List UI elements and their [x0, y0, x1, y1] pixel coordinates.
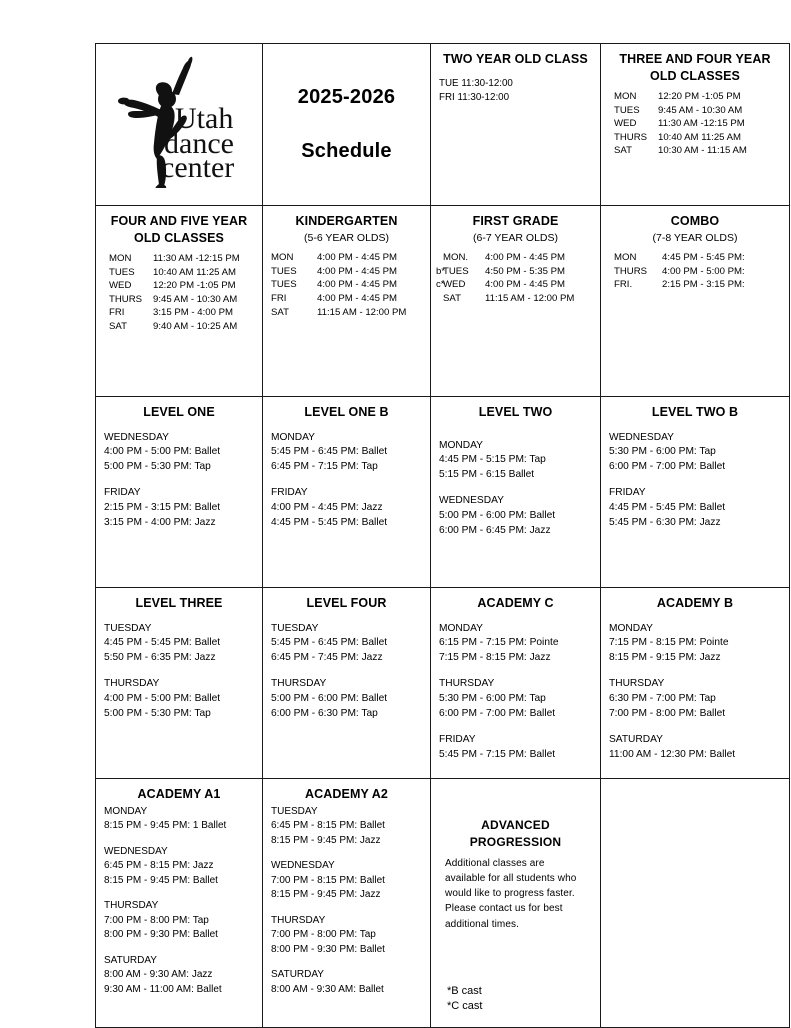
- day-block: [439, 494, 592, 539]
- time-label: 11:15 AM - 12:00 PM: [317, 306, 407, 318]
- first-grade-title: FIRST GRADE: [472, 214, 559, 228]
- combo-cell: [601, 206, 790, 397]
- class-slot: 4:45 PM - 5:45 PM: Ballet: [271, 516, 388, 528]
- class-slot: 7:15 PM - 8:15 PM: Pointe: [609, 637, 729, 649]
- time-label: 4:00 PM - 4:45 PM: [317, 279, 397, 291]
- academy-c-title: ACADEMY C: [477, 596, 554, 610]
- schedule-entry: [109, 293, 254, 307]
- class-slot: 6:30 PM - 7:00 PM: Tap: [609, 693, 716, 705]
- academy-a1-cell: [96, 779, 263, 1028]
- empty-cell: [601, 779, 790, 1028]
- day-block: [271, 859, 422, 903]
- schedule-entry: [443, 278, 592, 292]
- combo-title: COMBO: [670, 214, 720, 228]
- logo-cell: [96, 44, 263, 206]
- class-slot: 4:45 PM - 5:15 PM: Tap: [439, 454, 546, 466]
- day-label: FRI.: [614, 279, 633, 291]
- schedule-word: Schedule: [301, 139, 392, 162]
- time-label: 4:00 PM - 4:45 PM: [485, 279, 565, 291]
- class-slot: 5:30 PM - 6:00 PM: Tap: [439, 693, 546, 705]
- time-label: 12:20 PM -1:05 PM: [153, 280, 236, 292]
- class-slot: 8:00 AM - 9:30 AM: Jazz: [104, 969, 213, 980]
- time-label: 4:45 PM - 5:45 PM:: [662, 252, 745, 264]
- cast-notes: [445, 984, 586, 1014]
- level-one-b-cell: [263, 397, 431, 588]
- schedule-entry: [109, 252, 254, 266]
- level-one-b-schedule: [271, 431, 422, 531]
- day-block: [104, 805, 254, 834]
- day-label: THURS: [614, 265, 648, 277]
- level-three-schedule: [104, 622, 254, 722]
- day-label: WEDNESDAY: [439, 495, 504, 507]
- first-grade-times: [439, 251, 592, 305]
- academy-a2-cell: [263, 779, 431, 1028]
- day-label: MONDAY: [271, 431, 315, 443]
- day-label: THURSDAY: [271, 678, 327, 690]
- table-row: [96, 397, 790, 588]
- day-block: [271, 486, 422, 531]
- time-label: 4:00 PM - 5:00 PM:: [662, 265, 745, 277]
- day-label: WED: [443, 279, 466, 291]
- level-three-title: LEVEL THREE: [135, 596, 223, 610]
- two-year-old-class-cell: [431, 44, 601, 206]
- day-label: MON: [614, 252, 637, 264]
- class-slot: 5:00 PM - 6:00 PM: Ballet: [271, 693, 388, 705]
- academy-a2-title: ACADEMY A2: [305, 787, 388, 801]
- day-block: [104, 677, 254, 722]
- day-label: MONDAY: [439, 439, 483, 451]
- advanced-progression-body: Additional classes are available for all students who would like to progress faster. Please contact us for best additional times.: [445, 857, 577, 930]
- day-label: THURSDAY: [104, 900, 159, 911]
- day-block: [271, 677, 422, 722]
- class-slot: 8:15 PM - 9:15 PM: Jazz: [609, 652, 721, 664]
- time-label: 4:00 PM - 4:45 PM: [317, 252, 397, 264]
- combo-age-range: (7-8 YEAR OLDS): [652, 231, 738, 244]
- academy-c-schedule: [439, 622, 592, 763]
- level-one-b-title: LEVEL ONE B: [304, 405, 389, 419]
- day-label: SAT: [271, 306, 289, 318]
- class-slot: 6:45 PM - 7:45 PM: Jazz: [271, 652, 383, 664]
- four-five-year-old-title: FOUR AND FIVE YEAR OLD CLASSES: [110, 214, 248, 245]
- logo-text-dance: dance: [164, 127, 234, 160]
- schedule-entry: [614, 131, 781, 145]
- day-label: THURSDAY: [609, 678, 665, 690]
- class-slot: 6:00 PM - 6:30 PM: Tap: [271, 707, 378, 719]
- day-label: FRIDAY: [104, 487, 141, 499]
- schedule-entry: [614, 144, 781, 158]
- day-label: MONDAY: [439, 622, 483, 634]
- academy-b-schedule: [609, 622, 781, 763]
- day-block: [104, 899, 254, 943]
- class-slot: 5:30 PM - 6:00 PM: Tap: [609, 446, 716, 458]
- schedule-entry: [109, 266, 254, 280]
- day-block: [439, 733, 592, 763]
- schedule-table: [95, 43, 790, 1028]
- time-label: 12:20 PM -1:05 PM: [658, 91, 741, 102]
- day-label: THURSDAY: [271, 914, 326, 926]
- time-label: 4:00 PM - 4:45 PM: [317, 265, 397, 277]
- day-label: TUESDAY: [271, 622, 319, 634]
- time-label: 9:40 AM - 10:25 AM: [153, 321, 238, 333]
- day-label: MON: [271, 252, 294, 264]
- four-five-year-old-times: [104, 252, 254, 334]
- table-row: [96, 588, 790, 779]
- class-slot: 3:15 PM - 4:00 PM: Jazz: [104, 516, 216, 528]
- schedule-entry: [271, 292, 422, 306]
- academy-c-cell: [431, 588, 601, 779]
- logo-text-center: center: [161, 151, 235, 184]
- level-two-title: LEVEL TWO: [478, 405, 553, 419]
- schedule-entry: [271, 265, 446, 279]
- level-four-title: LEVEL FOUR: [306, 596, 387, 610]
- time-label: 10:30 AM - 11:15 AM: [658, 145, 747, 157]
- class-slot: 6:00 PM - 6:45 PM: Jazz: [439, 524, 551, 536]
- three-four-year-old-classes-cell: [601, 44, 790, 206]
- day-label: WEDNESDAY: [271, 860, 335, 871]
- kindergarten-cell: [263, 206, 446, 397]
- time-label: 2:15 PM - 3:15 PM:: [662, 279, 745, 291]
- level-two-b-schedule: [609, 431, 781, 531]
- class-slot: 8:00 PM - 9:30 PM: Ballet: [104, 929, 218, 940]
- day-label: TUES: [614, 104, 640, 116]
- day-block: [104, 486, 254, 531]
- first-grade-cell: [431, 206, 601, 397]
- class-slot: 6:15 PM - 7:15 PM: Pointe: [439, 637, 559, 649]
- academy-a1-schedule: [104, 805, 254, 998]
- class-slot: 5:45 PM - 6:45 PM: Ballet: [271, 446, 388, 458]
- class-slot: 7:00 PM - 8:00 PM: Ballet: [609, 707, 726, 719]
- schedule-entry: [271, 278, 445, 292]
- day-block: [439, 622, 592, 667]
- day-label: TUES: [271, 265, 297, 277]
- day-block: [271, 622, 422, 667]
- day-block: [104, 431, 254, 476]
- day-label: WED: [614, 118, 637, 130]
- time-label: 4:00 PM - 4:45 PM: [485, 252, 565, 264]
- day-label: SATURDAY: [609, 733, 663, 745]
- logo-text-utah: Utah: [175, 102, 234, 135]
- class-slot: 8:15 PM - 9:45 PM: Jazz: [271, 889, 381, 900]
- advanced-progression-title: ADVANCED PROGRESSION: [469, 818, 562, 850]
- class-slot: 5:00 PM - 5:30 PM: Tap: [104, 461, 211, 473]
- day-label: MONDAY: [104, 805, 148, 817]
- time-label: 10:40 AM 11:25 AM: [153, 266, 237, 278]
- schedule-entry: [109, 320, 254, 334]
- day-label: MONDAY: [609, 622, 653, 634]
- day-block: [271, 431, 422, 476]
- day-label: TUESDAY: [271, 805, 318, 817]
- schedule-entry: [109, 279, 254, 293]
- time-label: 4:50 PM - 5:35 PM: [485, 265, 565, 277]
- class-slot: 4:45 PM - 5:45 PM: Ballet: [104, 637, 221, 649]
- schedule-entry: [443, 292, 592, 306]
- day-block: [609, 677, 781, 722]
- level-two-b-cell: [601, 397, 790, 588]
- four-five-year-old-classes-cell: [96, 206, 263, 397]
- day-label: WEDNESDAY: [104, 431, 169, 443]
- day-label: MON: [109, 253, 132, 264]
- class-slot: 11:00 AM - 12:30 PM: Ballet: [609, 748, 736, 760]
- first-grade-age-range: (6-7 YEAR OLDS): [473, 231, 558, 244]
- day-block: [271, 914, 422, 958]
- schedule-entry: [271, 251, 422, 265]
- schedule-entry: [443, 251, 592, 265]
- schedule-entry: [614, 265, 781, 279]
- class-slot: 8:00 AM - 9:30 AM: Ballet: [271, 983, 384, 995]
- schedule-entry: [614, 90, 781, 104]
- class-slot: 7:00 PM - 8:00 PM: Tap: [104, 914, 209, 926]
- day-block: [104, 845, 254, 889]
- three-four-year-old-title: THREE AND FOUR YEAR OLD CLASSES: [619, 52, 771, 83]
- time-label: 10:40 AM 11:25 AM: [658, 131, 742, 143]
- class-slot: 9:30 AM - 11:00 AM: Ballet: [104, 983, 222, 995]
- day-label: MON: [614, 91, 637, 102]
- day-block: [271, 968, 422, 997]
- class-slot: 4:00 PM - 4:45 PM: Jazz: [271, 502, 383, 514]
- class-slot: 5:45 PM - 6:30 PM: Jazz: [609, 516, 721, 528]
- academy-a1-title: ACADEMY A1: [137, 787, 221, 801]
- time-label: 9:45 AM - 10:30 AM: [658, 104, 743, 116]
- day-label: SAT: [109, 321, 127, 333]
- class-slot: 6:45 PM - 7:15 PM: Tap: [271, 461, 378, 473]
- schedule-entry: [109, 306, 254, 320]
- day-block: [271, 805, 422, 849]
- schedule-entry: [614, 117, 781, 131]
- class-slot: 4:00 PM - 5:00 PM: Ballet: [104, 446, 221, 458]
- day-label: WEDNESDAY: [104, 845, 168, 857]
- table-row: [96, 44, 790, 206]
- day-label: SAT: [614, 145, 632, 157]
- time-label: 4:00 PM - 4:45 PM: [317, 292, 397, 304]
- class-slot: 6:00 PM - 7:00 PM: Ballet: [439, 707, 556, 719]
- day-label: FRI: [271, 292, 287, 304]
- day-label: TUES: [443, 265, 469, 277]
- day-label: THURS: [109, 293, 143, 305]
- day-block: [609, 622, 781, 667]
- day-label: WEDNESDAY: [609, 431, 674, 443]
- day-label: SAT: [443, 292, 461, 304]
- time-label: 11:30 AM -12:15 PM: [658, 118, 745, 130]
- class-slot: 8:15 PM - 9:45 PM: 1 Ballet: [104, 820, 227, 831]
- class-slot: 5:45 PM - 6:45 PM: Ballet: [271, 637, 388, 649]
- class-slot: 6:00 PM - 7:00 PM: Ballet: [609, 461, 726, 473]
- day-label: THURSDAY: [439, 678, 495, 690]
- day-label: FRIDAY: [609, 487, 646, 499]
- level-one-cell: [96, 397, 263, 588]
- day-block: [609, 431, 781, 476]
- day-label: TUES: [109, 266, 135, 278]
- level-four-schedule: [271, 622, 422, 722]
- cast-note: c*: [436, 279, 445, 291]
- academy-b-title: ACADEMY B: [656, 596, 734, 610]
- class-slot: 2:15 PM - 3:15 PM: Ballet: [104, 502, 221, 514]
- class-slot: 4:45 PM - 5:45 PM: Ballet: [609, 502, 726, 514]
- time-label: 11:15 AM - 12:00 PM: [485, 292, 575, 304]
- day-label: TUESDAY: [104, 622, 152, 634]
- academy-a2-schedule: [271, 805, 422, 998]
- schedule-entry: [614, 104, 781, 118]
- schedule-entry: [271, 306, 422, 320]
- schedule-title-cell: [263, 44, 431, 206]
- level-one-title: LEVEL ONE: [143, 405, 215, 419]
- kindergarten-times: [271, 251, 446, 319]
- cast-note-c: *C cast: [447, 999, 483, 1012]
- class-slot: 6:45 PM - 8:15 PM: Ballet: [271, 820, 385, 831]
- class-slot: 8:15 PM - 9:45 PM: Ballet: [104, 874, 218, 886]
- time-label: 3:15 PM - 4:00 PM: [153, 307, 233, 319]
- class-slot: 5:00 PM - 6:00 PM: Ballet: [439, 510, 556, 522]
- level-four-cell: [263, 588, 431, 779]
- three-four-year-old-times: [609, 90, 781, 158]
- schedule-year: 2025-2026: [297, 85, 396, 108]
- cast-note-b: *B cast: [447, 984, 482, 997]
- table-row: [96, 779, 790, 1028]
- class-slot: 7:15 PM - 8:15 PM: Jazz: [439, 652, 551, 664]
- two-year-old-title: TWO YEAR OLD CLASS: [443, 52, 588, 66]
- time-entry: FRI 11:30-12:00: [439, 91, 510, 103]
- time-label: 9:45 AM - 10:30 AM: [153, 293, 238, 305]
- class-slot: 8:15 PM - 9:45 PM: Jazz: [271, 834, 381, 846]
- level-two-cell: [431, 397, 601, 588]
- table-row: [96, 206, 790, 397]
- class-slot: 5:45 PM - 7:15 PM: Ballet: [439, 748, 556, 760]
- utah-dance-center-logo-icon: [109, 50, 249, 188]
- day-label: TUES: [271, 279, 297, 291]
- level-one-schedule: [104, 431, 254, 531]
- class-slot: 7:00 PM - 8:00 PM: Tap: [271, 929, 376, 940]
- two-year-old-times: [439, 77, 592, 105]
- day-label: MON.: [443, 252, 469, 264]
- day-block: [609, 733, 781, 763]
- kindergarten-age-range: (5-6 YEAR OLDS): [304, 231, 389, 244]
- day-block: [104, 954, 254, 998]
- level-two-schedule: [439, 439, 592, 539]
- day-label: THURSDAY: [104, 678, 160, 690]
- class-slot: 7:00 PM - 8:15 PM: Ballet: [271, 874, 385, 886]
- class-slot: 6:45 PM - 8:15 PM: Jazz: [104, 860, 214, 871]
- day-label: FRI: [109, 307, 125, 319]
- day-block: [439, 439, 592, 484]
- day-block: [439, 677, 592, 722]
- day-label: FRIDAY: [271, 487, 308, 499]
- class-slot: 8:00 PM - 9:30 PM: Ballet: [271, 943, 385, 955]
- day-block: [104, 622, 254, 667]
- academy-b-cell: [601, 588, 790, 779]
- schedule-entry: [443, 265, 592, 279]
- day-label: THURS: [614, 131, 648, 143]
- class-slot: 5:50 PM - 6:35 PM: Jazz: [104, 652, 216, 664]
- level-two-b-title: LEVEL TWO B: [651, 405, 739, 419]
- schedule-entry: [614, 278, 781, 292]
- class-slot: 5:15 PM - 6:15 Ballet: [439, 469, 535, 481]
- class-slot: 4:00 PM - 5:00 PM: Ballet: [104, 693, 221, 705]
- level-three-cell: [96, 588, 263, 779]
- combo-times: [609, 251, 781, 292]
- advanced-progression-cell: [431, 779, 601, 1028]
- day-label: SATURDAY: [271, 969, 324, 980]
- day-label: SATURDAY: [104, 954, 157, 966]
- time-entry: TUE 11:30-12:00: [439, 77, 513, 89]
- class-slot: 5:00 PM - 5:30 PM: Tap: [104, 707, 211, 719]
- day-label: WED: [109, 280, 132, 292]
- day-label: FRIDAY: [439, 733, 476, 745]
- time-label: 11:30 AM -12:15 PM: [153, 253, 240, 264]
- day-block: [609, 486, 781, 531]
- kindergarten-title: KINDERGARTEN: [295, 214, 398, 228]
- cast-note: b*: [436, 265, 446, 277]
- schedule-entry: [614, 251, 781, 265]
